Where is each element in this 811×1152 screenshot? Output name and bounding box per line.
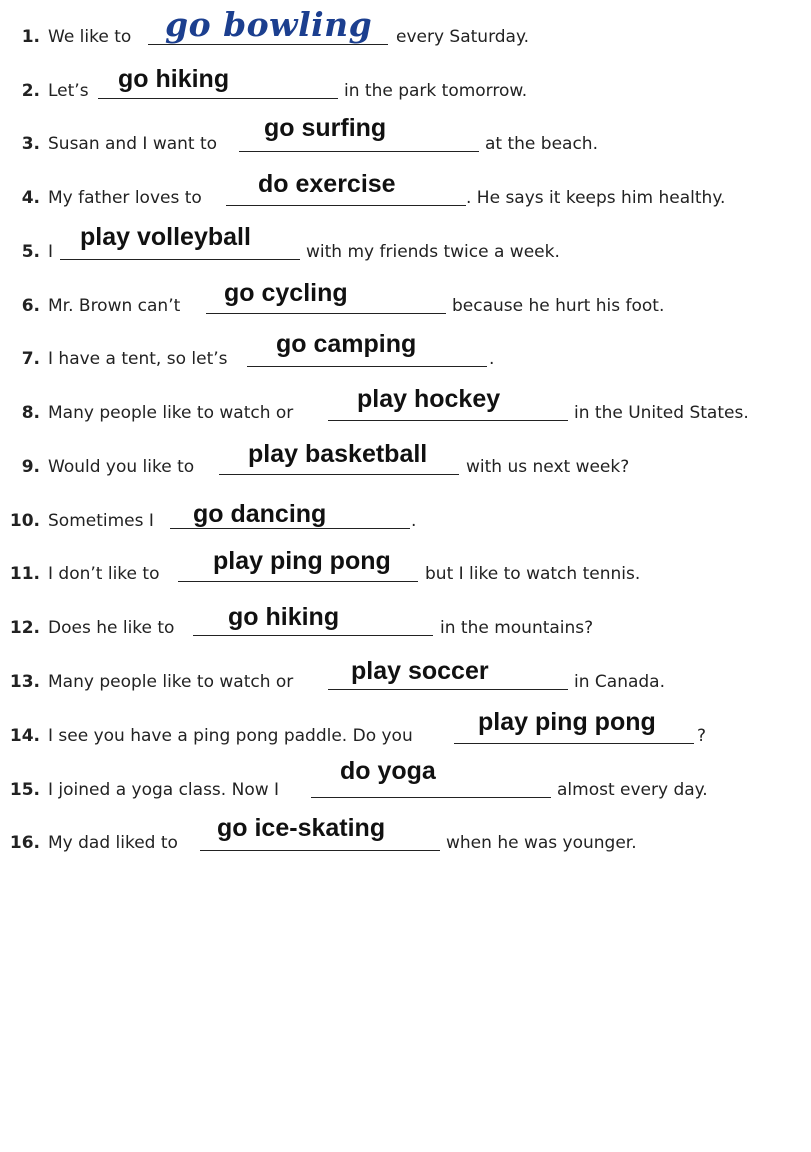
answer-blank[interactable]	[98, 98, 338, 99]
answer-text: do exercise	[258, 170, 396, 198]
answer-text: play hockey	[357, 385, 501, 413]
answer-text: go surfing	[264, 114, 387, 142]
answer-text: go bowling	[165, 5, 373, 44]
question-text-before: I see you have a ping pong paddle. Do you	[48, 726, 413, 746]
question-9	[0, 440, 811, 477]
question-text-after: at the beach.	[485, 134, 598, 154]
question-text-after: when he was younger.	[446, 833, 637, 853]
question-text-before: Mr. Brown can’t	[48, 296, 181, 316]
question-text-before: Susan and I want to	[48, 134, 218, 154]
question-text-before: Let’s	[48, 81, 89, 101]
question-text-before: Many people like to watch or	[48, 672, 294, 692]
answer-blank[interactable]	[60, 259, 300, 260]
answer-blank[interactable]	[206, 313, 446, 314]
question-number: 9.	[21, 457, 40, 477]
answer-blank[interactable]	[226, 205, 466, 206]
answer-blank[interactable]	[219, 474, 459, 475]
question-text-before: My dad liked to	[48, 833, 178, 853]
question-number: 16.	[9, 833, 40, 853]
answer-text: go camping	[276, 330, 417, 358]
question-text-before: Would you like to	[48, 457, 195, 477]
question-7	[0, 330, 811, 369]
question-text-before: I joined a yoga class. Now I	[48, 780, 280, 800]
question-number: 2.	[21, 81, 40, 101]
answer-blank[interactable]	[193, 635, 433, 636]
question-number: 7.	[21, 349, 40, 369]
answer-text: go cycling	[224, 279, 348, 307]
question-14	[0, 708, 811, 746]
question-text-after: in the park tomorrow.	[344, 81, 528, 101]
question-text-after: in the United States.	[574, 403, 749, 423]
question-number: 4.	[21, 188, 40, 208]
question-8	[0, 385, 811, 423]
question-15	[0, 757, 811, 800]
question-text-after: in the mountains?	[440, 618, 594, 638]
question-number: 6.	[21, 296, 40, 316]
question-4	[0, 170, 811, 208]
question-text-after: almost every day.	[557, 780, 708, 800]
answer-text: play soccer	[351, 657, 489, 685]
question-text-after: every Saturday.	[396, 27, 530, 47]
question-number: 11.	[9, 564, 40, 584]
question-text-after: . He says it keeps him healthy.	[466, 188, 726, 208]
question-text-after: but I like to watch tennis.	[425, 564, 641, 584]
question-text-after: .	[489, 349, 495, 369]
question-text-before: Does he like to	[48, 618, 175, 638]
answer-blank[interactable]	[247, 366, 487, 367]
question-number: 5.	[21, 242, 40, 262]
question-text-before: We like to	[48, 27, 132, 47]
question-3	[0, 114, 811, 154]
question-text-after: ?	[697, 726, 707, 746]
answer-text: do yoga	[340, 757, 436, 785]
answer-blank[interactable]	[200, 850, 440, 851]
question-text-after: because he hurt his foot.	[452, 296, 665, 316]
question-text-after: with my friends twice a week.	[306, 242, 560, 262]
question-text-after: .	[411, 511, 417, 531]
answer-blank[interactable]	[328, 420, 568, 421]
question-13	[0, 657, 811, 692]
answer-text: play ping pong	[213, 547, 391, 575]
question-number: 13.	[9, 672, 40, 692]
question-text-before: Sometimes I	[48, 511, 154, 531]
question-16	[0, 814, 811, 853]
question-text-before: I don’t like to	[48, 564, 160, 584]
question-number: 14.	[9, 726, 40, 746]
answer-blank[interactable]	[178, 581, 418, 582]
question-text-after: in Canada.	[574, 672, 665, 692]
answer-text: play ping pong	[478, 708, 656, 736]
question-number: 15.	[9, 780, 40, 800]
question-number: 8.	[21, 403, 40, 423]
answer-text: go hiking	[228, 603, 340, 631]
answer-text: play basketball	[248, 440, 428, 468]
answer-text: play volleyball	[80, 223, 251, 251]
question-text-before: I	[48, 242, 54, 262]
question-number: 3.	[21, 134, 40, 154]
question-1	[0, 5, 811, 47]
question-5	[0, 223, 811, 262]
answer-blank[interactable]	[311, 797, 551, 798]
question-text-before: Many people like to watch or	[48, 403, 294, 423]
question-number: 12.	[9, 618, 40, 638]
question-number: 1.	[21, 27, 40, 47]
answer-blank[interactable]	[454, 743, 694, 744]
question-text-before: My father loves to	[48, 188, 202, 208]
question-number: 10.	[9, 511, 40, 531]
answer-blank[interactable]	[239, 151, 479, 152]
answer-text: go ice-skating	[217, 814, 386, 842]
question-12	[0, 603, 811, 638]
question-2	[0, 65, 811, 101]
answer-text: go dancing	[193, 500, 327, 528]
question-10	[0, 501, 811, 531]
question-6	[0, 279, 811, 316]
answer-blank[interactable]	[328, 689, 568, 690]
answer-text: go hiking	[118, 65, 230, 93]
answer-blank[interactable]	[148, 44, 388, 45]
question-text-before: I have a tent, so let’s	[48, 349, 228, 369]
question-11	[0, 547, 811, 584]
question-text-after: with us next week?	[466, 457, 630, 477]
